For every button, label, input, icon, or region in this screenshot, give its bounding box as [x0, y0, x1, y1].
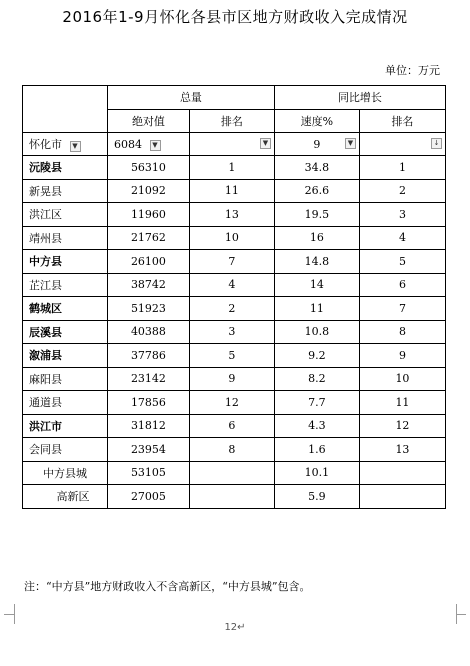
- rank-cell: 7: [189, 250, 274, 274]
- rank-yoy-cell: 11: [359, 391, 445, 415]
- rank-yoy-cell: 5: [359, 250, 445, 274]
- filter-absolute-cell[interactable]: [108, 133, 190, 156]
- region-name-cell: 新晃县: [23, 179, 108, 203]
- absolute-value-cell: 56310: [108, 156, 190, 180]
- rank-cell: [189, 461, 274, 485]
- region-name-cell: 高新区: [23, 485, 108, 509]
- rank-yoy-cell: 7: [359, 297, 445, 321]
- rank-yoy-cell: 6: [359, 273, 445, 297]
- header-blank: [23, 86, 108, 133]
- page-number: 12↵: [224, 622, 246, 633]
- speed-cell: 14.8: [274, 250, 359, 274]
- region-name-cell: 溆浦县: [23, 344, 108, 368]
- table-row: [23, 344, 446, 368]
- footnote: 注：“中方县”地方财政收入不含高新区，“中方县城”包含。: [24, 580, 311, 593]
- filter-rank2-cell[interactable]: [359, 133, 445, 156]
- absolute-value-cell: 27005: [108, 485, 190, 509]
- absolute-dropdown-icon[interactable]: ▼: [150, 140, 161, 151]
- region-name-cell: 洪江区: [23, 203, 108, 227]
- rank-cell: 3: [189, 320, 274, 344]
- speed-cell: 34.8: [274, 156, 359, 180]
- revenue-table: [22, 85, 446, 509]
- absolute-value-cell: 23954: [108, 438, 190, 462]
- region-name-cell: 辰溪县: [23, 320, 108, 344]
- table-row: [23, 226, 446, 250]
- rank-dropdown-icon[interactable]: ▼: [260, 138, 271, 149]
- speed-cell: 8.2: [274, 367, 359, 391]
- header-absolute: 绝对值: [108, 109, 190, 133]
- filter-row: [23, 133, 446, 156]
- speed-cell: 1.6: [274, 438, 359, 462]
- rank-yoy-cell: 10: [359, 367, 445, 391]
- header-rank-yoy: 排名: [359, 109, 445, 133]
- absolute-value-cell: 38742: [108, 273, 190, 297]
- speed-cell: 5.9: [274, 485, 359, 509]
- region-name-cell: 麻阳县: [23, 367, 108, 391]
- rank-yoy-cell: 13: [359, 438, 445, 462]
- absolute-value-cell: 53105: [108, 461, 190, 485]
- table-row: [23, 297, 446, 321]
- region-name-cell: 通道县: [23, 391, 108, 415]
- rank-cell: 4: [189, 273, 274, 297]
- speed-cell: 7.7: [274, 391, 359, 415]
- speed-cell: 19.5: [274, 203, 359, 227]
- rank-cell: 12: [189, 391, 274, 415]
- filter-speed-cell[interactable]: [274, 133, 359, 156]
- absolute-value-cell: 37786: [108, 344, 190, 368]
- absolute-value-cell: 11960: [108, 203, 190, 227]
- speed-cell: 10.8: [274, 320, 359, 344]
- speed-cell: 11: [274, 297, 359, 321]
- page-corner-left-line: [4, 614, 14, 615]
- table-row: [23, 485, 446, 509]
- absolute-value-cell: 23142: [108, 367, 190, 391]
- rank-yoy-cell: 9: [359, 344, 445, 368]
- rank-cell: [189, 485, 274, 509]
- page-corner-right-line: [456, 614, 466, 615]
- region-name-cell: 洪江市: [23, 414, 108, 438]
- speed-cell: 10.1: [274, 461, 359, 485]
- table-extra-body: [23, 461, 446, 508]
- region-name-cell: 芷江县: [23, 273, 108, 297]
- region-name-cell: 靖州县: [23, 226, 108, 250]
- rank-cell: 2: [189, 297, 274, 321]
- rank-yoy-cell: 8: [359, 320, 445, 344]
- region-name-cell: 沅陵县: [23, 156, 108, 180]
- rank-cell: 9: [189, 367, 274, 391]
- header-speed: 速度%: [274, 109, 359, 133]
- page-title: 2016年1-9月怀化各县市区地方财政收入完成情况: [62, 8, 408, 26]
- absolute-value-cell: 51923: [108, 297, 190, 321]
- speed-cell: 9.2: [274, 344, 359, 368]
- rank-yoy-cell: [359, 485, 445, 509]
- table-row: [23, 156, 446, 180]
- table-body: [23, 156, 446, 462]
- speed-cell: 26.6: [274, 179, 359, 203]
- rank-yoy-cell: 1: [359, 156, 445, 180]
- absolute-value-cell: 17856: [108, 391, 190, 415]
- sort-icon[interactable]: ↓: [431, 138, 442, 149]
- table-row: [23, 461, 446, 485]
- region-dropdown-icon[interactable]: ▼: [70, 141, 81, 152]
- speed-dropdown-icon[interactable]: ▼: [345, 138, 356, 149]
- table-row: [23, 250, 446, 274]
- rank-cell: 6: [189, 414, 274, 438]
- speed-cell: 14: [274, 273, 359, 297]
- rank-yoy-cell: 12: [359, 414, 445, 438]
- region-name-cell: 中方县: [23, 250, 108, 274]
- absolute-value-cell: 21092: [108, 179, 190, 203]
- rank-cell: 10: [189, 226, 274, 250]
- table-row: [23, 367, 446, 391]
- region-name-cell: 中方县城: [23, 461, 108, 485]
- rank-yoy-cell: 3: [359, 203, 445, 227]
- header-yoy: 同比增长: [274, 86, 445, 110]
- header-rank: 排名: [189, 109, 274, 133]
- rank-cell: 13: [189, 203, 274, 227]
- rank-cell: 5: [189, 344, 274, 368]
- filter-rank-cell[interactable]: [189, 133, 274, 156]
- rank-yoy-cell: 4: [359, 226, 445, 250]
- filter-speed-value: 9: [313, 137, 321, 151]
- absolute-value-cell: 31812: [108, 414, 190, 438]
- table-row: [23, 203, 446, 227]
- filter-region-value: 怀化市: [29, 138, 62, 151]
- rank-yoy-cell: [359, 461, 445, 485]
- unit-label: 单位：万元: [385, 64, 440, 77]
- rank-cell: 11: [189, 179, 274, 203]
- table-row: [23, 273, 446, 297]
- absolute-value-cell: 26100: [108, 250, 190, 274]
- region-name-cell: 会同县: [23, 438, 108, 462]
- rank-cell: 8: [189, 438, 274, 462]
- filter-absolute-value: 6084: [114, 137, 142, 151]
- speed-cell: 4.3: [274, 414, 359, 438]
- table-row: [23, 414, 446, 438]
- table-row: [23, 320, 446, 344]
- speed-cell: 16: [274, 226, 359, 250]
- table-row: [23, 179, 446, 203]
- header-total: 总量: [108, 86, 275, 110]
- table-row: [23, 438, 446, 462]
- absolute-value-cell: 40388: [108, 320, 190, 344]
- filter-region-cell[interactable]: [23, 133, 108, 156]
- page-corner-left: [14, 604, 15, 624]
- absolute-value-cell: 21762: [108, 226, 190, 250]
- table-row: [23, 391, 446, 415]
- region-name-cell: 鹤城区: [23, 297, 108, 321]
- rank-cell: 1: [189, 156, 274, 180]
- rank-yoy-cell: 2: [359, 179, 445, 203]
